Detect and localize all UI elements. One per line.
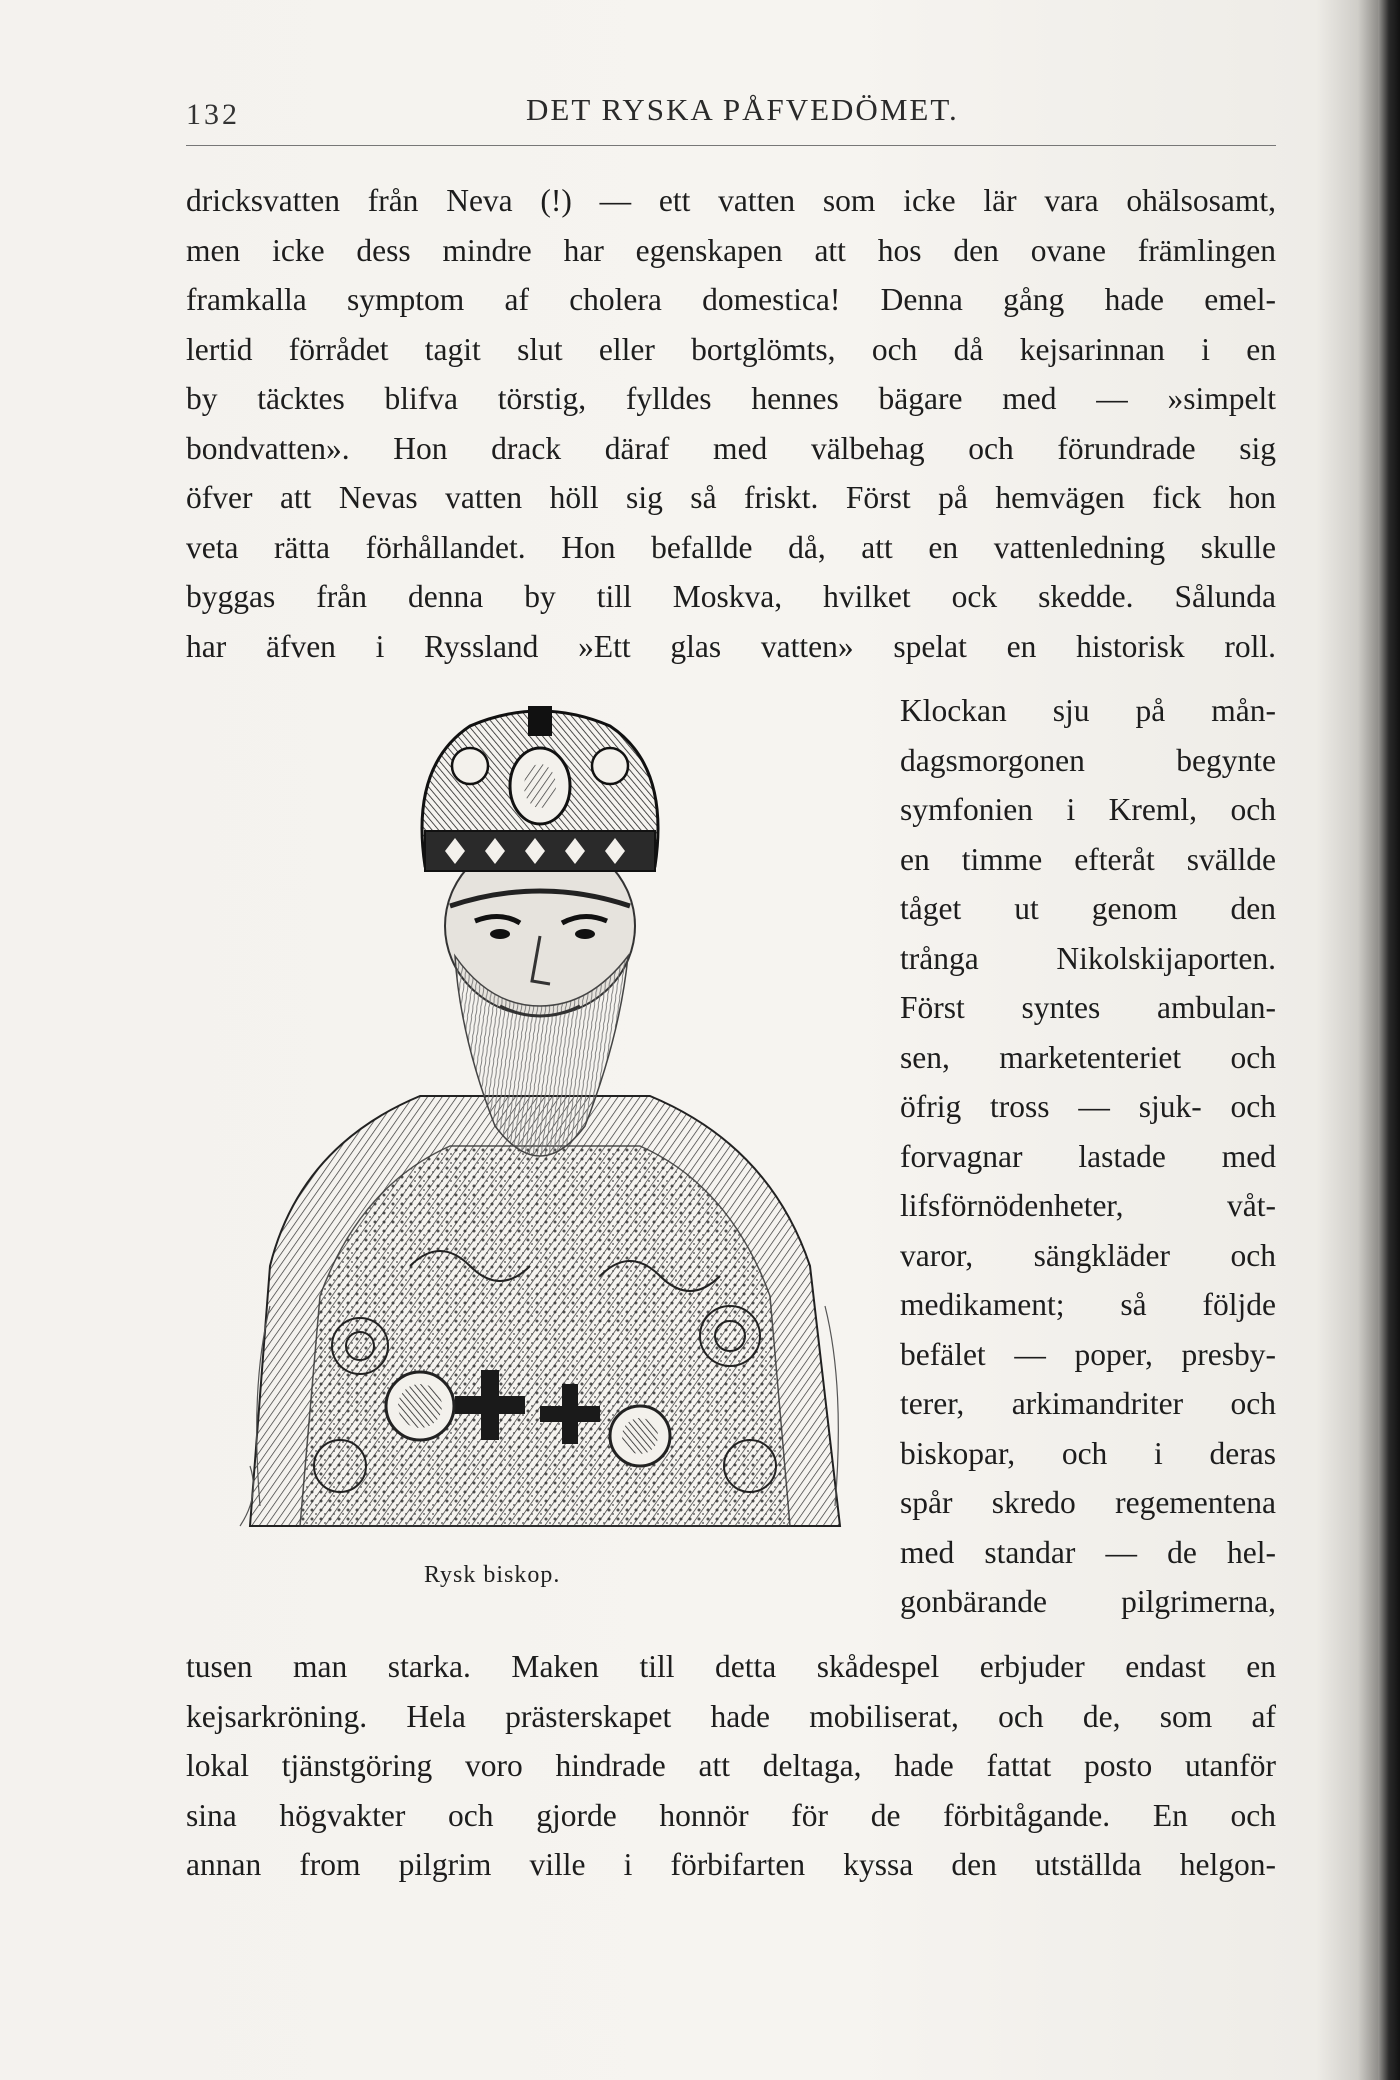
text-line: bondvatten». Hon drack däraf med välbehag och förundrade sig: [186, 430, 1276, 466]
text-line: terer, arkimandriter och: [900, 1386, 1276, 1421]
text-line: gonbärande pilgrimerna,: [900, 1584, 1276, 1619]
text-line: en timme efteråt svällde: [900, 841, 1276, 877]
text-line: öfver att Nevas vatten höll sig så friskt. Först på hemvägen fick hon: [186, 480, 1276, 515]
text-line: dagsmorgonen begynte: [900, 742, 1276, 778]
header-rule: [186, 145, 1276, 146]
text-line: sen, marketenteriet och: [900, 1039, 1276, 1075]
page-header: [186, 92, 1276, 132]
text-line: byggas från denna by till Moskva, hvilket ock skedde. Sålunda: [186, 579, 1276, 614]
page-number: 132: [186, 98, 240, 131]
text-line: kejsarkröning. Hela prästerskapet hade mobiliserat, och de, som af: [186, 1698, 1276, 1734]
text-line: öfrig tross — sjuk- och: [900, 1089, 1276, 1124]
body-text-top: [186, 176, 1276, 671]
text-line: har äfven i Ryssland »Ett glas vatten» spelat en historisk roll.: [186, 628, 1276, 664]
text-line: sina högvakter och gjorde honnör för de förbitågande. En och: [186, 1797, 1276, 1833]
text-line: varor, sängkläder och: [900, 1237, 1276, 1273]
text-line: biskopar, och i deras: [900, 1435, 1276, 1471]
text-line: lertid förrådet tagit slut eller bortglömts, och då kejsarinnan i en: [186, 331, 1276, 367]
body-text-side-column: [900, 686, 1276, 1627]
text-line: symfonien i Kreml, och: [900, 792, 1276, 827]
figure-caption: Rysk biskop.: [424, 1562, 561, 1588]
text-line: Först syntes ambulan-: [900, 990, 1276, 1025]
text-line: tusen man starka. Maken till detta skådespel erbjuder endast en: [186, 1649, 1276, 1684]
text-line: men icke dess mindre har egenskapen att hos den ovane främlingen: [186, 232, 1276, 268]
page-edge-shadow: [1378, 0, 1400, 2080]
text-line: forvagnar lastade med: [900, 1138, 1276, 1174]
text-line: tåget ut genom den: [900, 891, 1276, 926]
text-line: befälet — poper, presby-: [900, 1336, 1276, 1372]
running-title: DET RYSKA PÅFVEDÖMET.: [526, 92, 959, 127]
body-text-bottom: [186, 1642, 1276, 1890]
bishop-portrait-illustration: [210, 706, 880, 1536]
text-line: Klockan sju på mån-: [900, 693, 1276, 728]
text-line: spår skredo regementena: [900, 1485, 1276, 1520]
text-line: annan from pilgrim ville i förbifarten kyssa den utställda helgon-: [186, 1847, 1276, 1882]
text-line: framkalla symptom af cholera domestica! Denna gång hade emel-: [186, 282, 1276, 317]
text-line: medikament; så följde: [900, 1287, 1276, 1322]
text-line: by täcktes blifva törstig, fylldes hennes bägare med — »simpelt: [186, 381, 1276, 416]
text-line: trånga Nikolskijaporten.: [900, 940, 1276, 976]
text-line: dricksvatten från Neva (!) — ett vatten som icke lär vara ohälsosamt,: [186, 183, 1276, 218]
bishop-engraving: [210, 706, 880, 1536]
text-line: lifsförnödenheter, våt-: [900, 1188, 1276, 1223]
text-line: lokal tjänstgöring voro hindrade att deltaga, hade fattat posto utanför: [186, 1748, 1276, 1783]
text-line: med standar — de hel-: [900, 1534, 1276, 1570]
text-line: veta rätta förhållandet. Hon befallde då, att en vattenledning skulle: [186, 529, 1276, 565]
